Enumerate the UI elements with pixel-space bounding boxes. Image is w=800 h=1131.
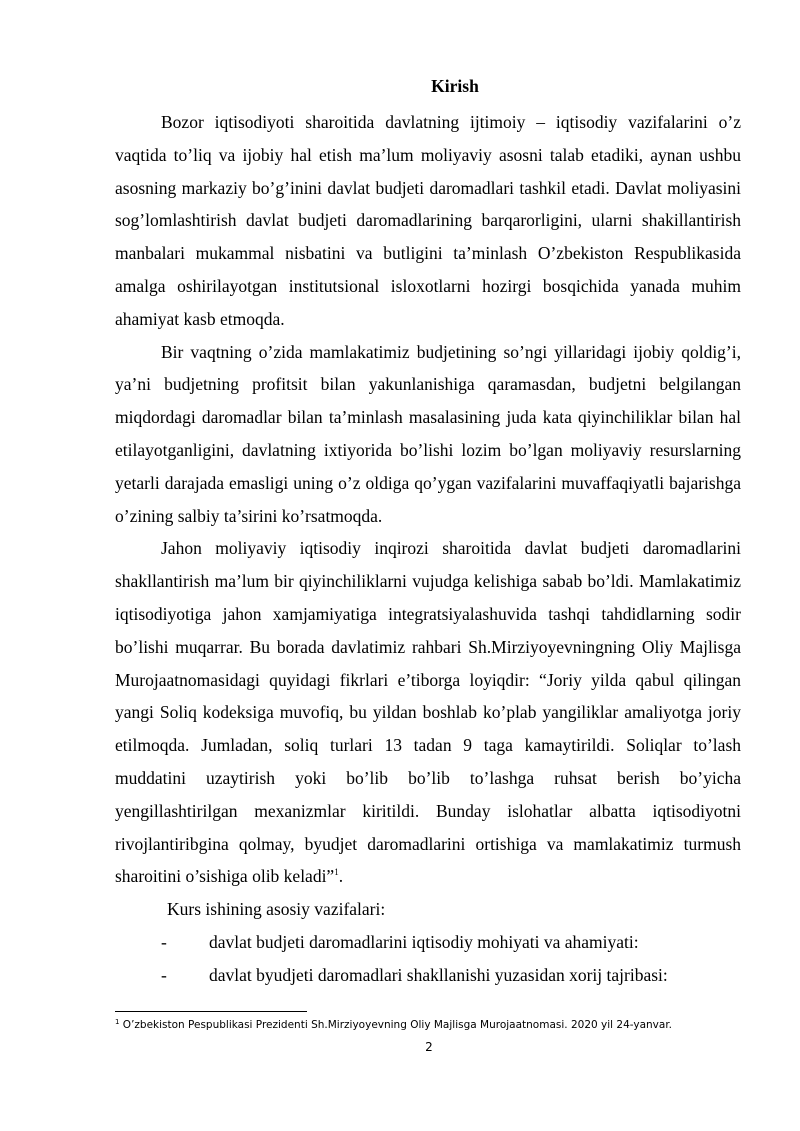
tasks-heading: Kurs ishining asosiy vazifalari: [167, 899, 386, 920]
list-dash: - [161, 964, 167, 985]
paragraph-3-end: . [338, 866, 344, 887]
page-number: 2 [425, 1040, 433, 1054]
body-text [115, 106, 741, 992]
list-item-text: davlat budjeti daromadlarini iqtisodiy mohiyati va ahamiyati: [209, 931, 639, 952]
paragraph-2: Bir vaqtning o’zida mamlakatimiz budjetining so’ngi yillaridagi ijobiy qoldig’i, ya’ni budjetning profitsit bilan yakunlanishiga qaramasdan, budjetni belgilangan miqdordagi daromadlar bilan ta’minlash masalasining juda kata qiyinchiliklar bilan hal etilayotganligini, davlatning ixtiyorida bo’lishi lozim bo’lgan moliyaviy resurslarning yetarli darajada emasligi uning o’z oldiga qo’ygan vazifalarini muvaffaqiyatli bajarishga o’zining salbiy ta’sirini ko’rsatmoqda. [115, 341, 741, 526]
footnote-text: O’zbekiston Pespublikasi Prezidenti Sh.Mirziyoyevning Oliy Majlisga Murojaatnomasi. 2020 yil 24-yanvar. [119, 1019, 673, 1031]
list-item [115, 926, 741, 959]
footnote-separator [115, 1011, 307, 1012]
footnote-reference[interactable]: 1 [334, 867, 339, 878]
list-dash: - [161, 931, 167, 952]
paragraph-1: Bozor iqtisodiyoti sharoitida davlatning ijtimoiy – iqtisodiy vazifalarini o’z vaqtida to’liq va ijobiy hal etish ma’lum moliyaviy asosni talab etadiki, aynan ushbu asosning markaziy bo’g’inini davlat budjeti daromadlari tashkil etadi. Davlat moliyasini sog’lomlashtirish davlat budjeti daromadlarining barqarorligini, ularni shakillantirish manbalari mukammal nisbatini va butligini ta’minlash O’zbekiston Respublikasida amalga oshirilayotgan institutsional isloxotlarni hozirgi bosqichida yanada muhim ahamiyat kasb etmoqda. [115, 112, 741, 329]
footnote [115, 1018, 755, 1032]
paragraph-3 [115, 532, 741, 893]
page-title: Kirish [431, 76, 479, 96]
footnote-marker: 1 [115, 1018, 120, 1026]
list-item [115, 959, 741, 992]
paragraph-3-text: Jahon moliyaviy iqtisodiy inqirozi sharoitida davlat budjeti daromadlarini shakllantirish ma’lum bir qiyinchiliklarni vujudga kelishiga sabab bo’ldi. Mamlakatimiz iqtisodiyotiga jahon xamjamiyatiga integratsiyalashuvida tashqi tahdidlarning sodir bo’lishi muqarrar. Bu borada davlatimiz rahbari Sh.Mirziyoyevningning Oliy Majlisga Murojaatnomasidagi quyidagi fikrlari e’tiborga loyiqdir: “Joriy yilda qabul qilingan yangi Soliq kodeksiga muvofiq, bu yildan boshlab ko’plab yangiliklar amaliyotga joriy etilmoqda. Jumladan, soliq turlari 13 tadan 9 taga kamaytirildi. Soliqlar to’lash muddatini uzaytirish yoki bo’lib bo’lib to’lashga ruhsat berish bo’yicha yengillashtirilgan mexanizmlar kiritildi. Bunday islohatlar albatta iqtisodiyotni rivojlantiribgina qolmay, byudjet daromadlarini ortishiga va mamlakatimiz turmush sharoitini o’sishiga olib keladi” [115, 538, 741, 887]
list-item-text: davlat byudjeti daromadlari shakllanishi yuzasidan xorij tajribasi: [209, 964, 668, 985]
